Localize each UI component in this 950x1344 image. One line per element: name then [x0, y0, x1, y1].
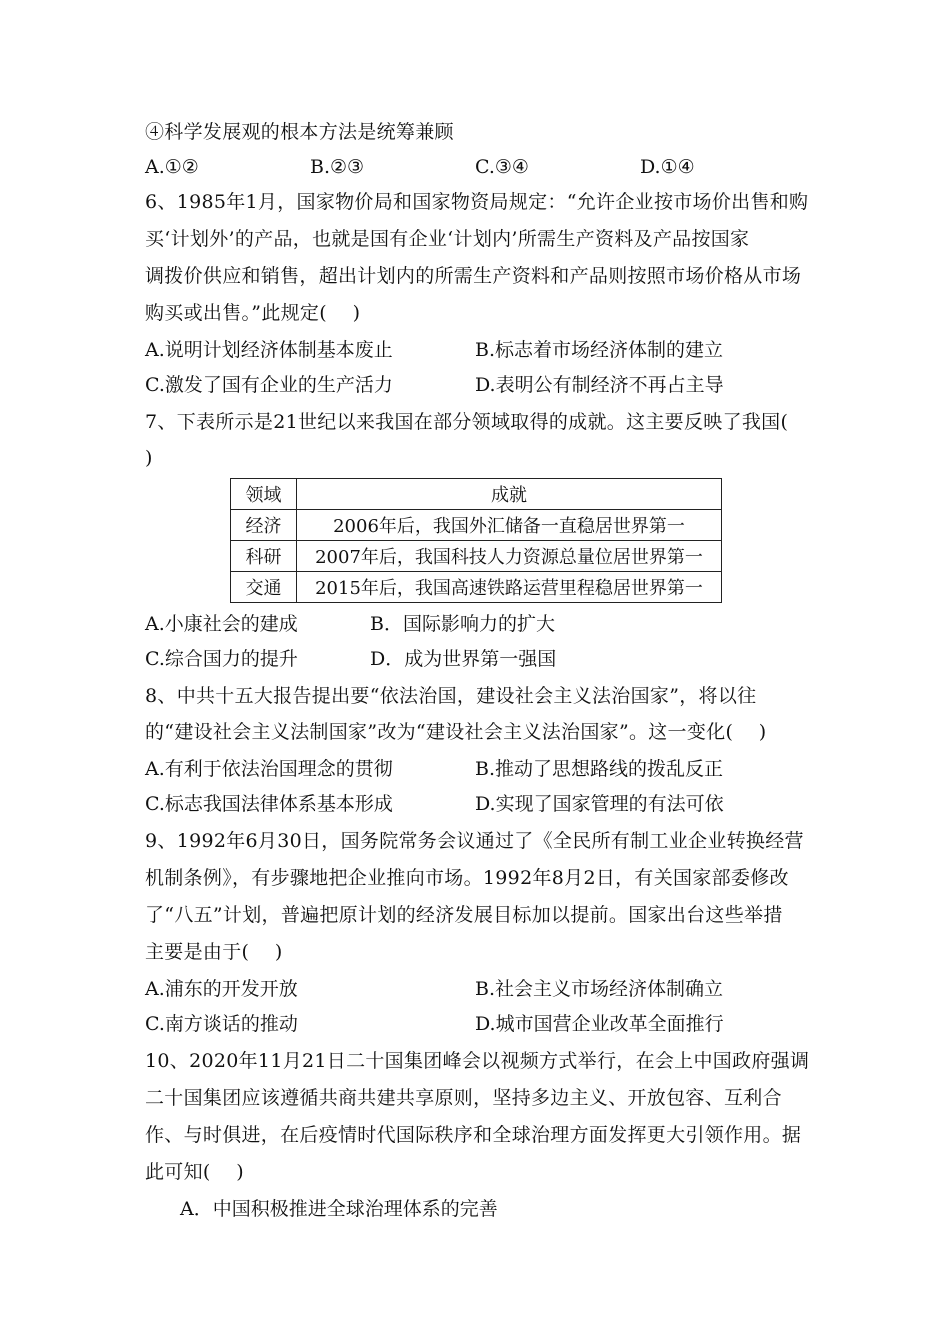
table-header-achievement: 成就 — [297, 479, 722, 510]
q8-option-c[interactable]: C.标志我国法律体系基本形成 — [145, 793, 393, 815]
q7-line-1: 7、下表所示是21世纪以来我国在部分领域取得的成就。这主要反映了我国( — [145, 411, 789, 433]
q7-option-d[interactable]: D．成为世界第一强国 — [370, 648, 557, 670]
q6-line-3: 调拨价供应和销售，超出计划内的所需生产资料和产品则按照市场价格从市场 — [145, 265, 802, 287]
q8-option-d[interactable]: D.实现了国家管理的有法可依 — [475, 793, 724, 815]
achievements-table — [230, 478, 722, 603]
q9-line-4: 主要是由于( ) — [145, 941, 283, 963]
q9-line-1: 9、1992年6月30日，国务院常务会议通过了《全民所有制工业企业转换经营 — [145, 830, 804, 852]
q9-option-a[interactable]: A.浦东的开发开放 — [145, 978, 298, 1000]
q5-option-a[interactable]: A.①② — [145, 156, 199, 178]
q6-option-a[interactable]: A.说明计划经济体制基本废止 — [145, 339, 393, 361]
q7-line-2: ) — [145, 447, 153, 469]
q5-option-b[interactable]: B.②③ — [310, 156, 365, 178]
q5-option-c[interactable]: C.③④ — [475, 156, 529, 178]
q6-option-c[interactable]: C.激发了国有企业的生产活力 — [145, 374, 393, 396]
q10-line-1: 10、2020年11月21日二十国集团峰会以视频方式举行，在会上中国政府强调 — [145, 1050, 810, 1072]
table-cell-achievement: 2007年后，我国科技人力资源总量位居世界第一 — [297, 541, 722, 572]
table-header-row — [231, 479, 722, 510]
q9-line-3: 了“八五”计划，普遍把原计划的经济发展目标加以提前。国家出台这些举措 — [145, 904, 783, 926]
q8-line-1: 8、中共十五大报告提出要“依法治国，建设社会主义法治国家”，将以往 — [145, 685, 757, 707]
q9-line-2: 机制条例》，有步骤地把企业推向市场。1992年8月2日，有关国家部委修改 — [145, 867, 789, 889]
q6-line-2: 买‘计划外’的产品，也就是国有企业‘计划内’所需生产资料及产品按国家 — [145, 228, 750, 250]
table-header-field: 领域 — [231, 479, 297, 510]
table-row — [231, 510, 722, 541]
q8-option-a[interactable]: A.有利于依法治国理念的贯彻 — [145, 758, 393, 780]
q7-option-a[interactable]: A.小康社会的建成 — [145, 613, 298, 635]
q6-option-b[interactable]: B.标志着市场经济体制的建立 — [475, 339, 724, 361]
q6-option-d[interactable]: D.表明公有制经济不再占主导 — [475, 374, 724, 396]
q7-option-c[interactable]: C.综合国力的提升 — [145, 648, 298, 670]
q5-item4: ④科学发展观的根本方法是统筹兼顾 — [145, 121, 454, 143]
q5-option-d[interactable]: D.①④ — [640, 156, 695, 178]
q6-line-1: 6、1985年1月，国家物价局和国家物资局规定：“允许企业按市场价出售和购 — [145, 191, 809, 213]
q6-line-4: 购买或出售。”此规定( ) — [145, 302, 361, 324]
q9-option-b[interactable]: B.社会主义市场经济体制确立 — [475, 978, 724, 1000]
q7-option-b[interactable]: B．国际影响力的扩大 — [370, 613, 555, 635]
q9-option-c[interactable]: C.南方谈话的推动 — [145, 1013, 298, 1035]
table-cell-field: 交通 — [231, 572, 297, 603]
q10-line-4: 此可知( ) — [145, 1161, 244, 1183]
table-cell-achievement: 2006年后，我国外汇储备一直稳居世界第一 — [297, 510, 722, 541]
q10-line-2: 二十国集团应该遵循共商共建共享原则，坚持多边主义、开放包容、互利合 — [145, 1087, 782, 1109]
q8-option-b[interactable]: B.推动了思想路线的拨乱反正 — [475, 758, 724, 780]
table-cell-field: 科研 — [231, 541, 297, 572]
table-row — [231, 572, 722, 603]
q8-line-2: 的“建设社会主义法制国家”改为“建设社会主义法治国家”。这一变化( ) — [145, 721, 767, 743]
table-cell-field: 经济 — [231, 510, 297, 541]
q10-option-a[interactable]: A．中国积极推进全球治理体系的完善 — [180, 1198, 498, 1220]
table-cell-achievement: 2015年后，我国高速铁路运营里程稳居世界第一 — [297, 572, 722, 603]
q9-option-d[interactable]: D.城市国营企业改革全面推行 — [475, 1013, 724, 1035]
q10-line-3: 作、与时俱进，在后疫情时代国际秩序和全球治理方面发挥更大引领作用。据 — [145, 1124, 802, 1146]
table-row — [231, 541, 722, 572]
